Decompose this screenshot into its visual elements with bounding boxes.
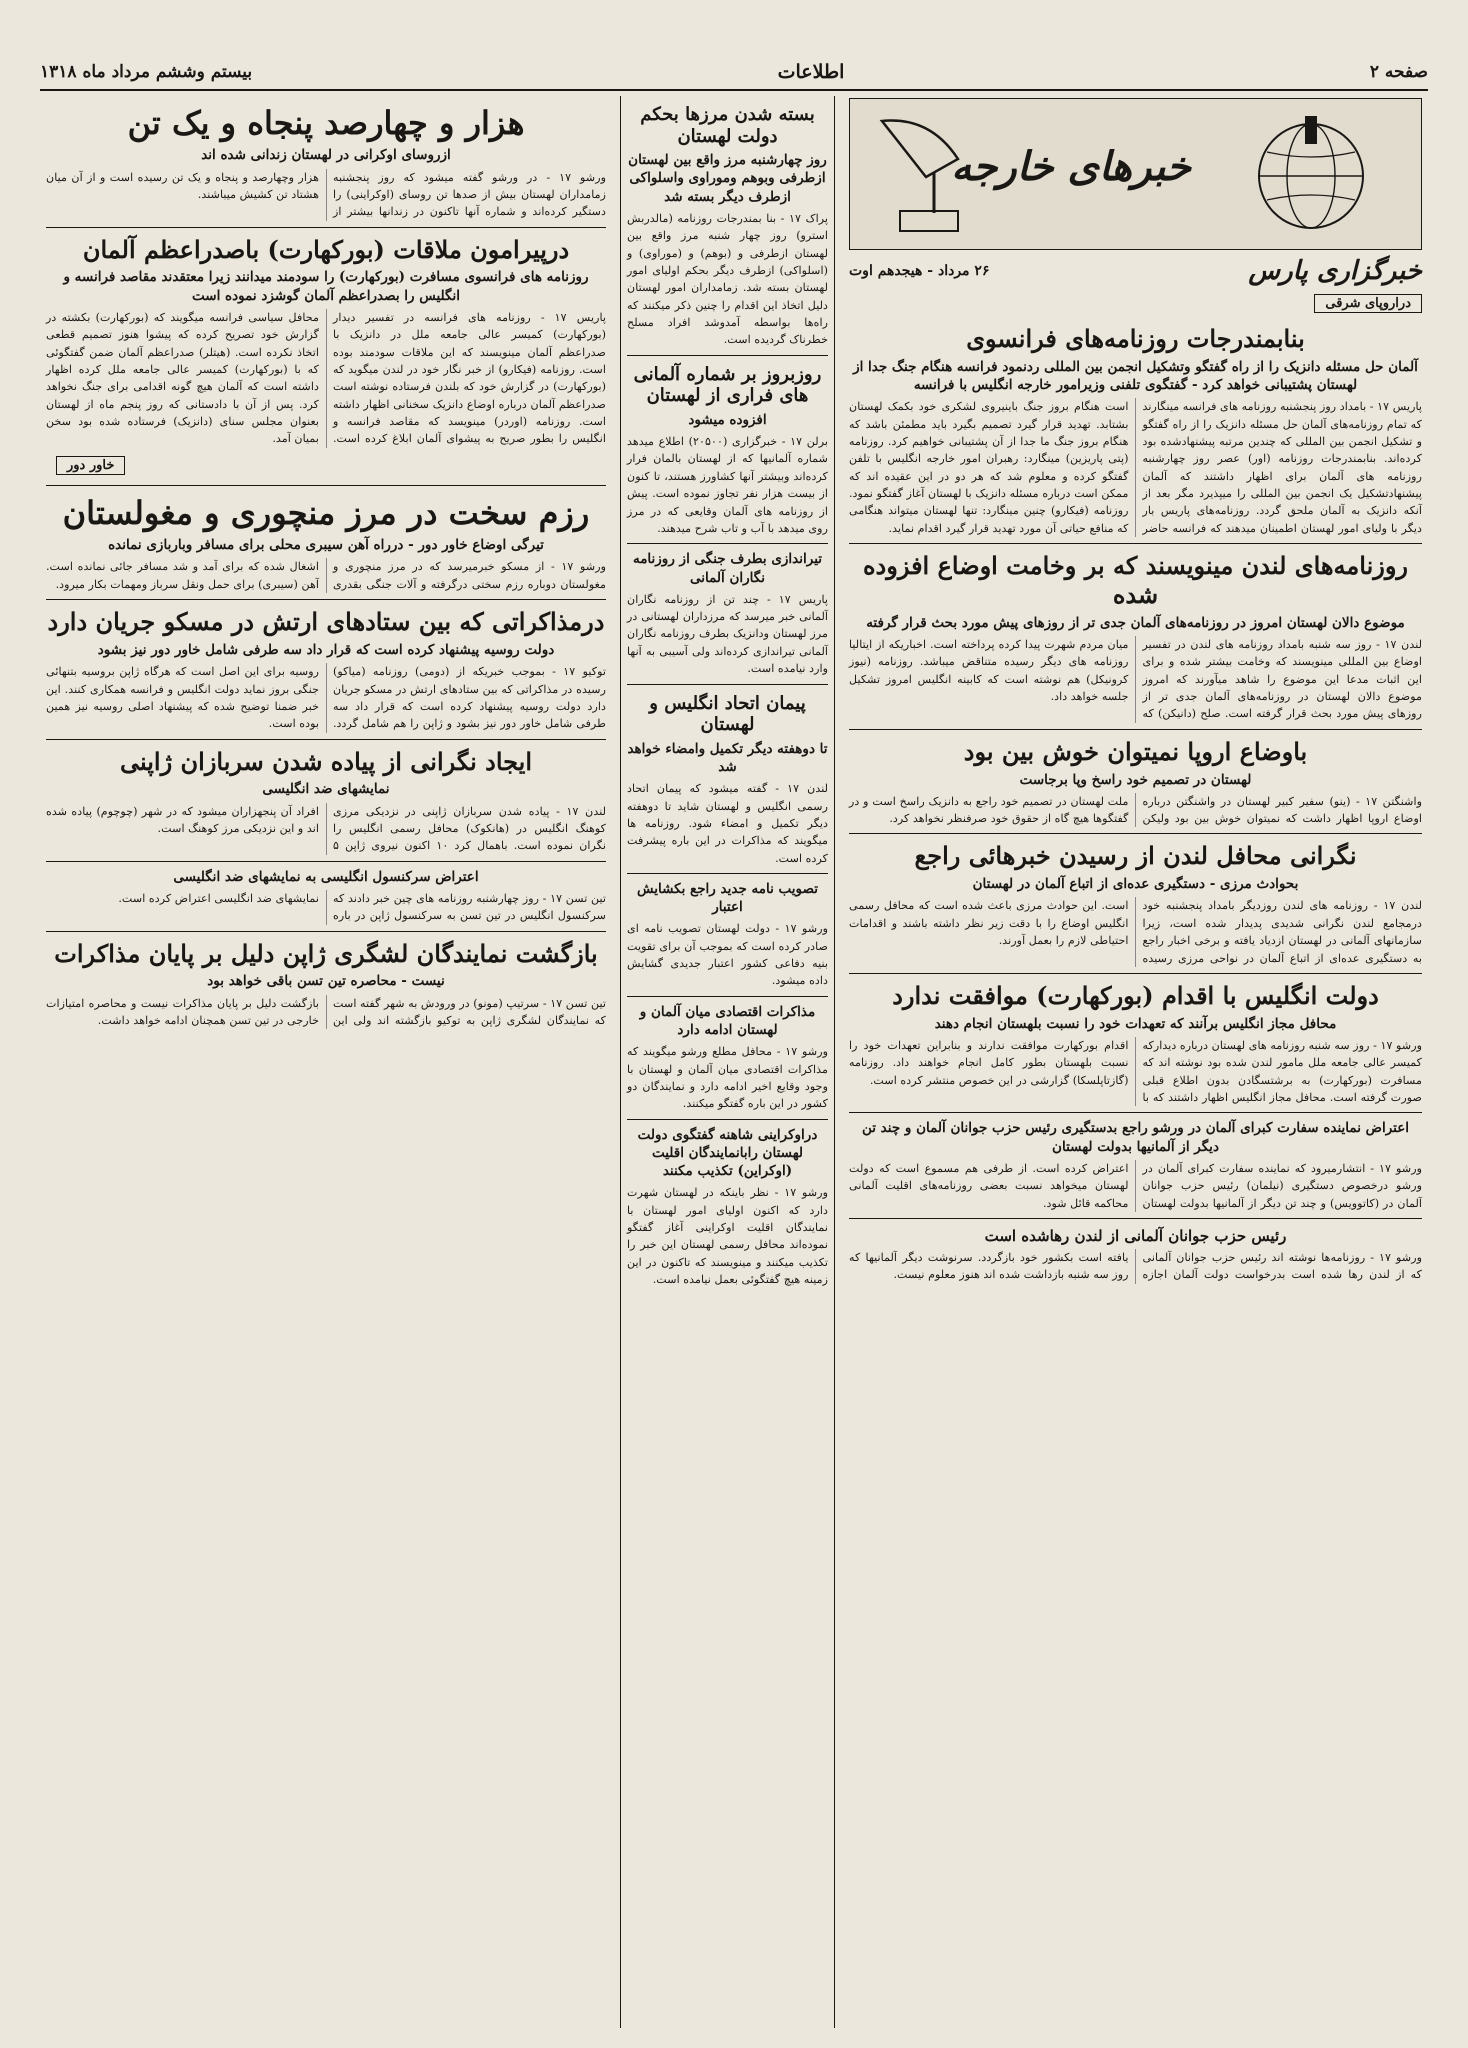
subheadline: محافل مجاز انگلیس برآنند که تعهدات خود را نسبت بلهستان انجام دهند xyxy=(934,1015,1337,1032)
headline: دولت انگلیس با اقدام (بورکهارت) موافقت ندارد xyxy=(892,980,1379,1010)
section-tag: دراروپای شرقی xyxy=(1314,294,1422,313)
subheadline: نمایشهای ضد انگلیسی xyxy=(262,781,390,798)
headline: رزم سخت در مرز منچوری و مغولستان xyxy=(62,493,590,532)
agency-dateline: ۲۶ مرداد - هیجدهم اوت xyxy=(849,263,990,279)
article-body: لندن ۱۷ - روزنامه های لندن روزدیگر بامداد پنجشنبه خود درمجامع لندن نگرانی شدیدی پدیدار شده است، زیرا سازمانهای آلمانی در لهستان ازدیاد یافته و برخی اخبار راجع به دستگیری عده‌ای از اتباع آلمان در نواحی مرزی رسیده است. این حوادث مرزی باعث شده است که محافل رسمی انگلیس اوضاع را با دقت زیر نظر داشته باشند و اقدامات احتیاطی لازم را بعمل آورند. xyxy=(849,899,1422,965)
headline: درپیرامون ملاقات (بورکهارت) باصدراعظم آلمان xyxy=(82,234,570,264)
divider xyxy=(46,227,606,228)
subheadline: دولت روسیه پیشنهاد کرده است که قرار داد سه طرفی شامل خاور دور نیز بشود xyxy=(97,641,555,658)
article-body: پراک ۱۷ - بنا بمندرجات روزنامه (مالدربش استرو) روز چهار شنبه مرز واقع بین لهستان ازطرفی و (بوهم) و (موراوی) و (اسلواکی) ازطرف دیگر بحکم اولیای امور لهستان بسته شد. زمامداران امور لهستان دلیل اتخاذ این اقدام را چنین ذکر میکنند که راه‌ها بواسطه آمدوشد افراد مسلح خطرناک گردیده است. xyxy=(627,211,828,347)
foreign-news-banner xyxy=(849,98,1422,250)
masthead xyxy=(40,55,1428,91)
headline: هزار و چهارصد پنجاه و یک تن xyxy=(127,104,525,142)
divider xyxy=(849,543,1422,544)
headline: درمذاکراتی که بین ستادهای ارتش در مسکو جریان دارد xyxy=(47,607,605,637)
divider xyxy=(627,684,828,685)
subheadline: موضوع دالان لهستان امروز در روزنامه‌های آلمان جدی تر از روزهای پیش مورد بحث قرار گرفته xyxy=(866,614,1405,631)
headline: باوضاع اروپا نمیتوان خوش بین بود xyxy=(963,736,1308,766)
headline: اعتراض نماینده سفارت کبرای آلمان در ورشو راجع بدستگیری رئیس حزب جوانان آلمان و چند تن دیگر از آلمانیها بدولت لهستان xyxy=(861,1120,1410,1155)
banner-title: خبرهای خارجه xyxy=(951,143,1191,190)
subheadline: روزنامه های فرانسوی مسافرت (بورکهارت) را سودمند میدانند زیرا معتقدند مقاصد فرانسه و انگلیس را بصدراعظم آلمان گوشزد نموده است xyxy=(63,269,589,304)
divider xyxy=(46,599,606,600)
divider xyxy=(849,833,1422,834)
subheadline: روز چهارشنبه مرز واقع بین لهستان ازطرفی وبوهم وموراوی واسلواکی ازطرف دیگر بسته شد xyxy=(628,152,827,205)
article-body: پاریس ۱۷ - بامداد روز پنجشنبه روزنامه های فرانسه مینگارند که تمام روزنامه‌های آلمان حل مسئله دانزیک را از راه گفتگو و تشکیل انجمن بین المللی که چندین مرتبه پیشنهادشده بود کرده‌اند. بنابمندرجات روزنامه (اور) عصر روز چهارشنبه روزنامه های آلمان برای اظهار داشتند که آلمان پیشنهادتشکیل یک انجمن بین المللی را میپذیرد مگر بعد از آنکه دانزیک به آلمان ملحق گردد. روزنامه‌های پاریس بار دیگر با ولیای امور لهستان اطمینان میدهند که فرانسه حاضر است هنگام بروز جنگ باینیروی لشکری خود بکمک لهستان بشتابد. تهدید قرار گیرد تصمیم بگیرد باید مطمئن باشد که هنگام بروز جنگ ما جدا از آن پشتیبانی خواهیم کرد. روزنامه (پتی پاریزین) مینگارد: رهبران امور خارجه انگلیس با تلفن گفتگو کرده و معلوم شد که هر دو در این عقیده اند که ممکن است درباره مسئله دانزیک با لهستان آغاز گفتگو نمود. روزنامه (فیکارو) چنین مینگارد: تنها لهستان میتواند هنگامی که منافع حیاتی آن مورد تهدید قرار گیرد اقدام نماید. xyxy=(849,400,1423,535)
headline: پیمان اتحاد انگلیس و لهستان xyxy=(649,692,806,736)
headline: ایجاد نگرانی از پیاده شدن سربازان ژاپنی xyxy=(120,746,532,776)
agency-logo: خبرگزاری پارس xyxy=(1248,256,1422,286)
subheadline: لهستان در تصمیم خود راسخ وپا برجاست xyxy=(1019,771,1252,788)
gramophone-icon xyxy=(870,111,970,236)
divider xyxy=(627,1119,828,1120)
article-body: ورشو ۱۷ - در ورشو گفته میشود که روز پنجشنبه زمامداران لهستان بیش از صدها تن روسای (اوکراینی) را دستگیر کرده‌اند و شماره آنها تاکنون در زندانها بیشتر از هزار وچهارصد و پنجاه و یک تن رسیده است و از آن میان هشتاد تن کشیش میباشند. xyxy=(46,170,607,219)
subheadline: بحوادث مرزی - دستگیری عده‌ای از اتباع آلمان در لهستان xyxy=(972,876,1299,893)
headline: نگرانی محافل لندن از رسیدن خبرهائی راجع xyxy=(914,841,1357,871)
divider xyxy=(46,861,606,862)
divider xyxy=(46,485,606,486)
subheadline: آلمان حل مسئله دانزیک را از راه گفتگو وتشکیل انجمن بین المللی ردنمود فرانسه هنگام جنگ جدا از لهستان پشتیبانی خواهد کرد - گفتگوی تلفنی وزیرامور خارجه انگلیس با فرانسه xyxy=(853,358,1418,394)
headline: بنابمندرجات روزنامه‌های فرانسوی xyxy=(966,324,1305,353)
article-body: برلن ۱۷ - خبرگزاری (۲۰۵۰۰) اطلاع میدهد شماره آلمانیها که از لهستان بالمان فرار کرده‌اند وبیشتر آنها کشاورز هستند، تا کنون از بیست هزار نفر تجاوز نموده است. پیش از روزنامه های آلمان وقایعی که در مرز روی میدهد با آب و تاب شرح میدهند. xyxy=(627,435,828,535)
article-body: واشنگتن ۱۷ - (ینو) سفیر کبیر لهستان در واشنگتن درباره اوضاع اروپا اظهار داشت که نمیتوان خوش بین بود ولیکن ملت لهستان در تصمیم خود راجع به دانزیک راسخ است و در گفتگوها هیچ گاه از حقوق خود صرفنظر نخواهد کرد. xyxy=(849,794,1423,826)
article-body: ورشو ۱۷ - روزنامه‌ها نوشته اند رئیس حزب جوانان آلمانی که از لندن رها شده است بدرخواست دولت آلمان اجازه یافته است بکشور خود بازگردد. سرنوشت دیگر آلمانیها که روز سه شنبه بازداشت شده اند هنوز معلوم نیست. xyxy=(849,1250,1422,1282)
headline: بسته شدن مرزها بحکم دولت لهستان xyxy=(640,104,815,147)
divider xyxy=(627,355,828,356)
divider xyxy=(627,996,828,997)
subheadline: تیرگی اوضاع خاور دور - درراه آهن سیبری محلی برای مسافر وباربازی نمانده xyxy=(108,537,544,554)
subheadline: افزوده میشود xyxy=(688,411,767,428)
headline: اعتراض سرکنسول انگلیسی به نمایشهای ضد انگلیسی xyxy=(173,868,479,885)
column-poland-news xyxy=(620,96,835,2028)
article-body: پاریس ۱۷ - روزنامه های فرانسه در تفسیر دیدار (بورکهارت) کمیسر عالی جامعه ملل در دانزیک با صدراعظم آلمان مینویسند که این ملاقات سودمند بوده است. روزنامه (فیکارو) از خبر نگار خود در لندن میگوید که (بورکهارت) در گزارش خود که بلندن فرستاده نوشته است صدراعظم آلمان درباره اوضاع دانزیک سخنانی اظهار داشته است. روزنامه (اوردر) مینویسد که مقاصد فرانسه و انگلیس را بطور صریح به پیشوای آلمان ابلاغ کرده است. محافل سیاسی فرانسه میگویند که (بورکهارت) بکشته در گزارش خود تصریح کرده که پیشوا هنوز تصمیم قطعی اتخاذ نکرده است. (هیتلر) صدراعظم آلمان ضمن گفتگوئی که با (بورکهارت) کمیسر عالی جامعه ملل کرده اظهار داشته است که آلمان هیچ گونه اقدامی برای جنگ نخواهد کرد. پس از آن با دادستانی که روز پنجم ماه از لهستان بعنوان مجلس سنای (دانزیک) فرستاده شده بود سخن بمیان آمد. xyxy=(46,310,606,446)
column-foreign-news xyxy=(843,96,1428,2028)
article-body: ورشو ۱۷ - نظر باینکه در لهستان شهرت دارد که اکنون اولیای امور لهستان با نمایندگان اقلیت اوکراینی آغاز گفتگو نموده‌اند محافل رسمی لهستان این خبر را تکذیب میکنند و مینویسند که تاکنون در این زمینه هیچ گفتگوئی بعمل نیامده است. xyxy=(627,1186,829,1287)
headline: بازگشت نمایندگان لشگری ژاپن دلیل بر پایان مذاکرات xyxy=(54,938,598,968)
headline: مذاکرات اقتصادی میان آلمان و لهستان ادامه دارد xyxy=(639,1003,816,1039)
article-body: ورشو ۱۷ - دولت لهستان تصویب نامه ای صادر کرده است که بموجب آن برای تقویت بنیه دفاعی کشور اعتبار جدیدی گشایش داده میشود. xyxy=(627,922,829,988)
headline: روزنامه‌های لندن مینویسند که بر وخامت اوضاع افزوده شده xyxy=(862,551,1409,609)
divider xyxy=(849,729,1422,730)
article-body: ورشو ۱۷ - از مسکو خبرمیرسد که در مرز منچوری و مغولستان دوباره رزم سختی درگرفته و آلات جنگی بقدری اشغال شده که برای آمد و شد مسافر جائی نمانده است. آهن (سیبری) برای حمل ونقل سرباز ومهمات بکار میرود. xyxy=(46,560,607,591)
article-body: تین تسن ۱۷ - روز چهارشنبه روزنامه های چین خبر دادند که سرکنسول انگلیس در تین تسن به سرکنسول ژاپن در باره نمایشهای ضد انگلیسی اعتراض کرده است. xyxy=(118,891,606,923)
divider xyxy=(627,543,828,544)
agency-row xyxy=(849,256,1422,286)
subheadline: ازروسای اوکرانی در لهستان زندانی شده اند xyxy=(201,147,451,164)
article-body: توکیو ۱۷ - بموجب خبریکه از (دومی) روزنامه (میاکو) رسیده در مذاکراتی که بین ستادهای ارتش در مسکو جریان دارد دولت روسیه پیشنهاد کرده است که قرار داد سه طرفی شامل خاور دور نیز بشود و ژاپن را هم شامل گردد. روسیه برای این اصل است که هرگاه ژاپن بروسیه بتنهائی جنگی بروز نماید دولت انگلیس و فرانسه همکاری کنند. این خبر ضمنا توضیح شده که پیشنهاد اصلی روسیه نیز همین بوده است. xyxy=(46,665,607,731)
headline: تصویب نامه جدید راجع بکشایش اعتبار xyxy=(636,880,818,916)
section-tag: خاور دور xyxy=(56,456,125,475)
divider xyxy=(849,1112,1422,1113)
article-body: لندن ۱۷ - پیاده شدن سربازان ژاپنی در نزدیکی مرزی کوهنگ انگلیس در (هانکوک) محافل رسمی انگلیس را نگران نموده است. باهمال کرد ۱۰ اکنون نیروی ژاپن ۵ افراد آن پنجهزاران میشود که در شهر (چوچوم) پیاده شده اند و این نزدیکی مرز کوهنگ است. xyxy=(46,804,606,853)
paper-name: اطلاعات xyxy=(777,61,845,83)
divider xyxy=(46,739,606,740)
article-body: تین تسن ۱۷ - سرتیپ (مونو) در ورودش به شهر گفته است که نمایندگان لشگری ژاپن به توکیو بازگشته اند ولی این بازگشت دلیل بر پایان مذاکرات نیست و محاصره امتیازات خارجی در تین تسن همچنان ادامه خواهد داشت. xyxy=(46,996,606,1027)
column-far-east xyxy=(40,96,612,2028)
headline: تیراندازی بطرف جنگی از روزنامه نگاران آلمانی xyxy=(632,551,823,586)
subheadline: نیست - محاصره تین تسن باقی خواهد بود xyxy=(207,973,445,990)
headline: دراوکراینی شاهنه گفتگوی دولت لهستان رابانمایندگان اقلیت (اوکراین) تکذیب مکنند xyxy=(637,1126,818,1180)
article-body: لندن ۱۷ - گفته میشود که پیمان اتحاد رسمی انگلیس و لهستان شاید تا دوهفته دیگر تکمیل و امضاء شود. روزنامه ها میگویند که مذاکرات در این باره پیشرفت کرده است. xyxy=(627,782,828,865)
divider xyxy=(627,873,828,874)
headline: رئیس حزب جوانان آلمانی از لندن رهاشده است xyxy=(984,1226,1287,1245)
article-body: پاریس ۱۷ - چند تن از روزنامه نگاران آلمانی خبر میرسد که مرزداران لهستانی در مرز لهستان ودانزیک بطرف روزنامه نگاران آلمانی تیراندازی کرده‌اند ولی آسیبی به آنها وارد نیامده است. xyxy=(627,592,829,676)
article-body: ورشو ۱۷ - محافل مطلع ورشو میگویند که مذاکرات اقتصادی میان آلمان و لهستان با وجود وقایع اخیر ادامه دارد و نمایندگان دو کشور در این باره گفتگو میکنند. xyxy=(627,1045,828,1111)
globe-icon xyxy=(1241,114,1381,234)
divider xyxy=(46,931,606,932)
article-body: ورشو ۱۷ - انتشارمیرود که نماینده سفارت کبرای آلمان در ورشو درخصوص دستگیری (نیلمان) رئیس حزب جوانان آلمان در (کاتوویس) و چند تن دیگر از آلمانیها بدولت لهستان اعتراض کرده است. از طرفی هم مسموع است که دولت لهستان میخواهد نسبت بعضی روزنامه‌های اقلیت آلمانی محاکمه قائل شود. xyxy=(849,1161,1422,1210)
subheadline: تا دوهفته دیگر تکمیل وامضاء خواهد شد xyxy=(627,740,828,775)
divider xyxy=(849,973,1422,974)
article-body: لندن ۱۷ - روز سه شنبه بامداد روزنامه های لندن در تفسیر اوضاع بین المللی مینویسند که وخامت بیشتر شده و برای این اثبات مدعا این موضوع را شاهد میآورند که امروز موضوع دالان لهستان در روزنامه‌های آلمان جدی تر از روزهای پیش مورد بحث قرار گرفته است. صلح (دانیکن) که میان مردم شهرت پیدا کرده پرداخته است. اخباریکه از ایتالیا روزنامه های دیگر رسیده متناقض میباشد. روزنامه (نیوز کرونیکل) هم نوشته است که کابینه انگلیس امروز تشکیل جلسه خواهد داد. xyxy=(849,637,1422,721)
article-body: ورشو ۱۷ - روز سه شنبه روزنامه های لهستان درباره دیدارکه کمیسر عالی جامعه ملل مامور لندن شده بود نوشته اند که مسافرت (بورکهارت) به برشتسگادن بدون اطلاع قبلی صورت گرفته است. محافل مجاز انگلیس اظهار داشتند که با اقدام بورکهارت موافقت ندارند و بنابراین تعهدات خود را نسبت بلهستان بطور کامل انجام خواهند داد. روزنامه (گازتاپلسکا) گزارشی در این خصوص منتشر کرده است. xyxy=(849,1038,1422,1104)
divider xyxy=(849,1218,1422,1219)
page-label: صفحه ۲ xyxy=(1369,62,1428,82)
headline: روزبروز بر شماره آلمانی های فراری از لهستان xyxy=(633,363,822,407)
issue-date: بیستم وششم مرداد ماه ۱۳۱۸ xyxy=(40,62,253,82)
